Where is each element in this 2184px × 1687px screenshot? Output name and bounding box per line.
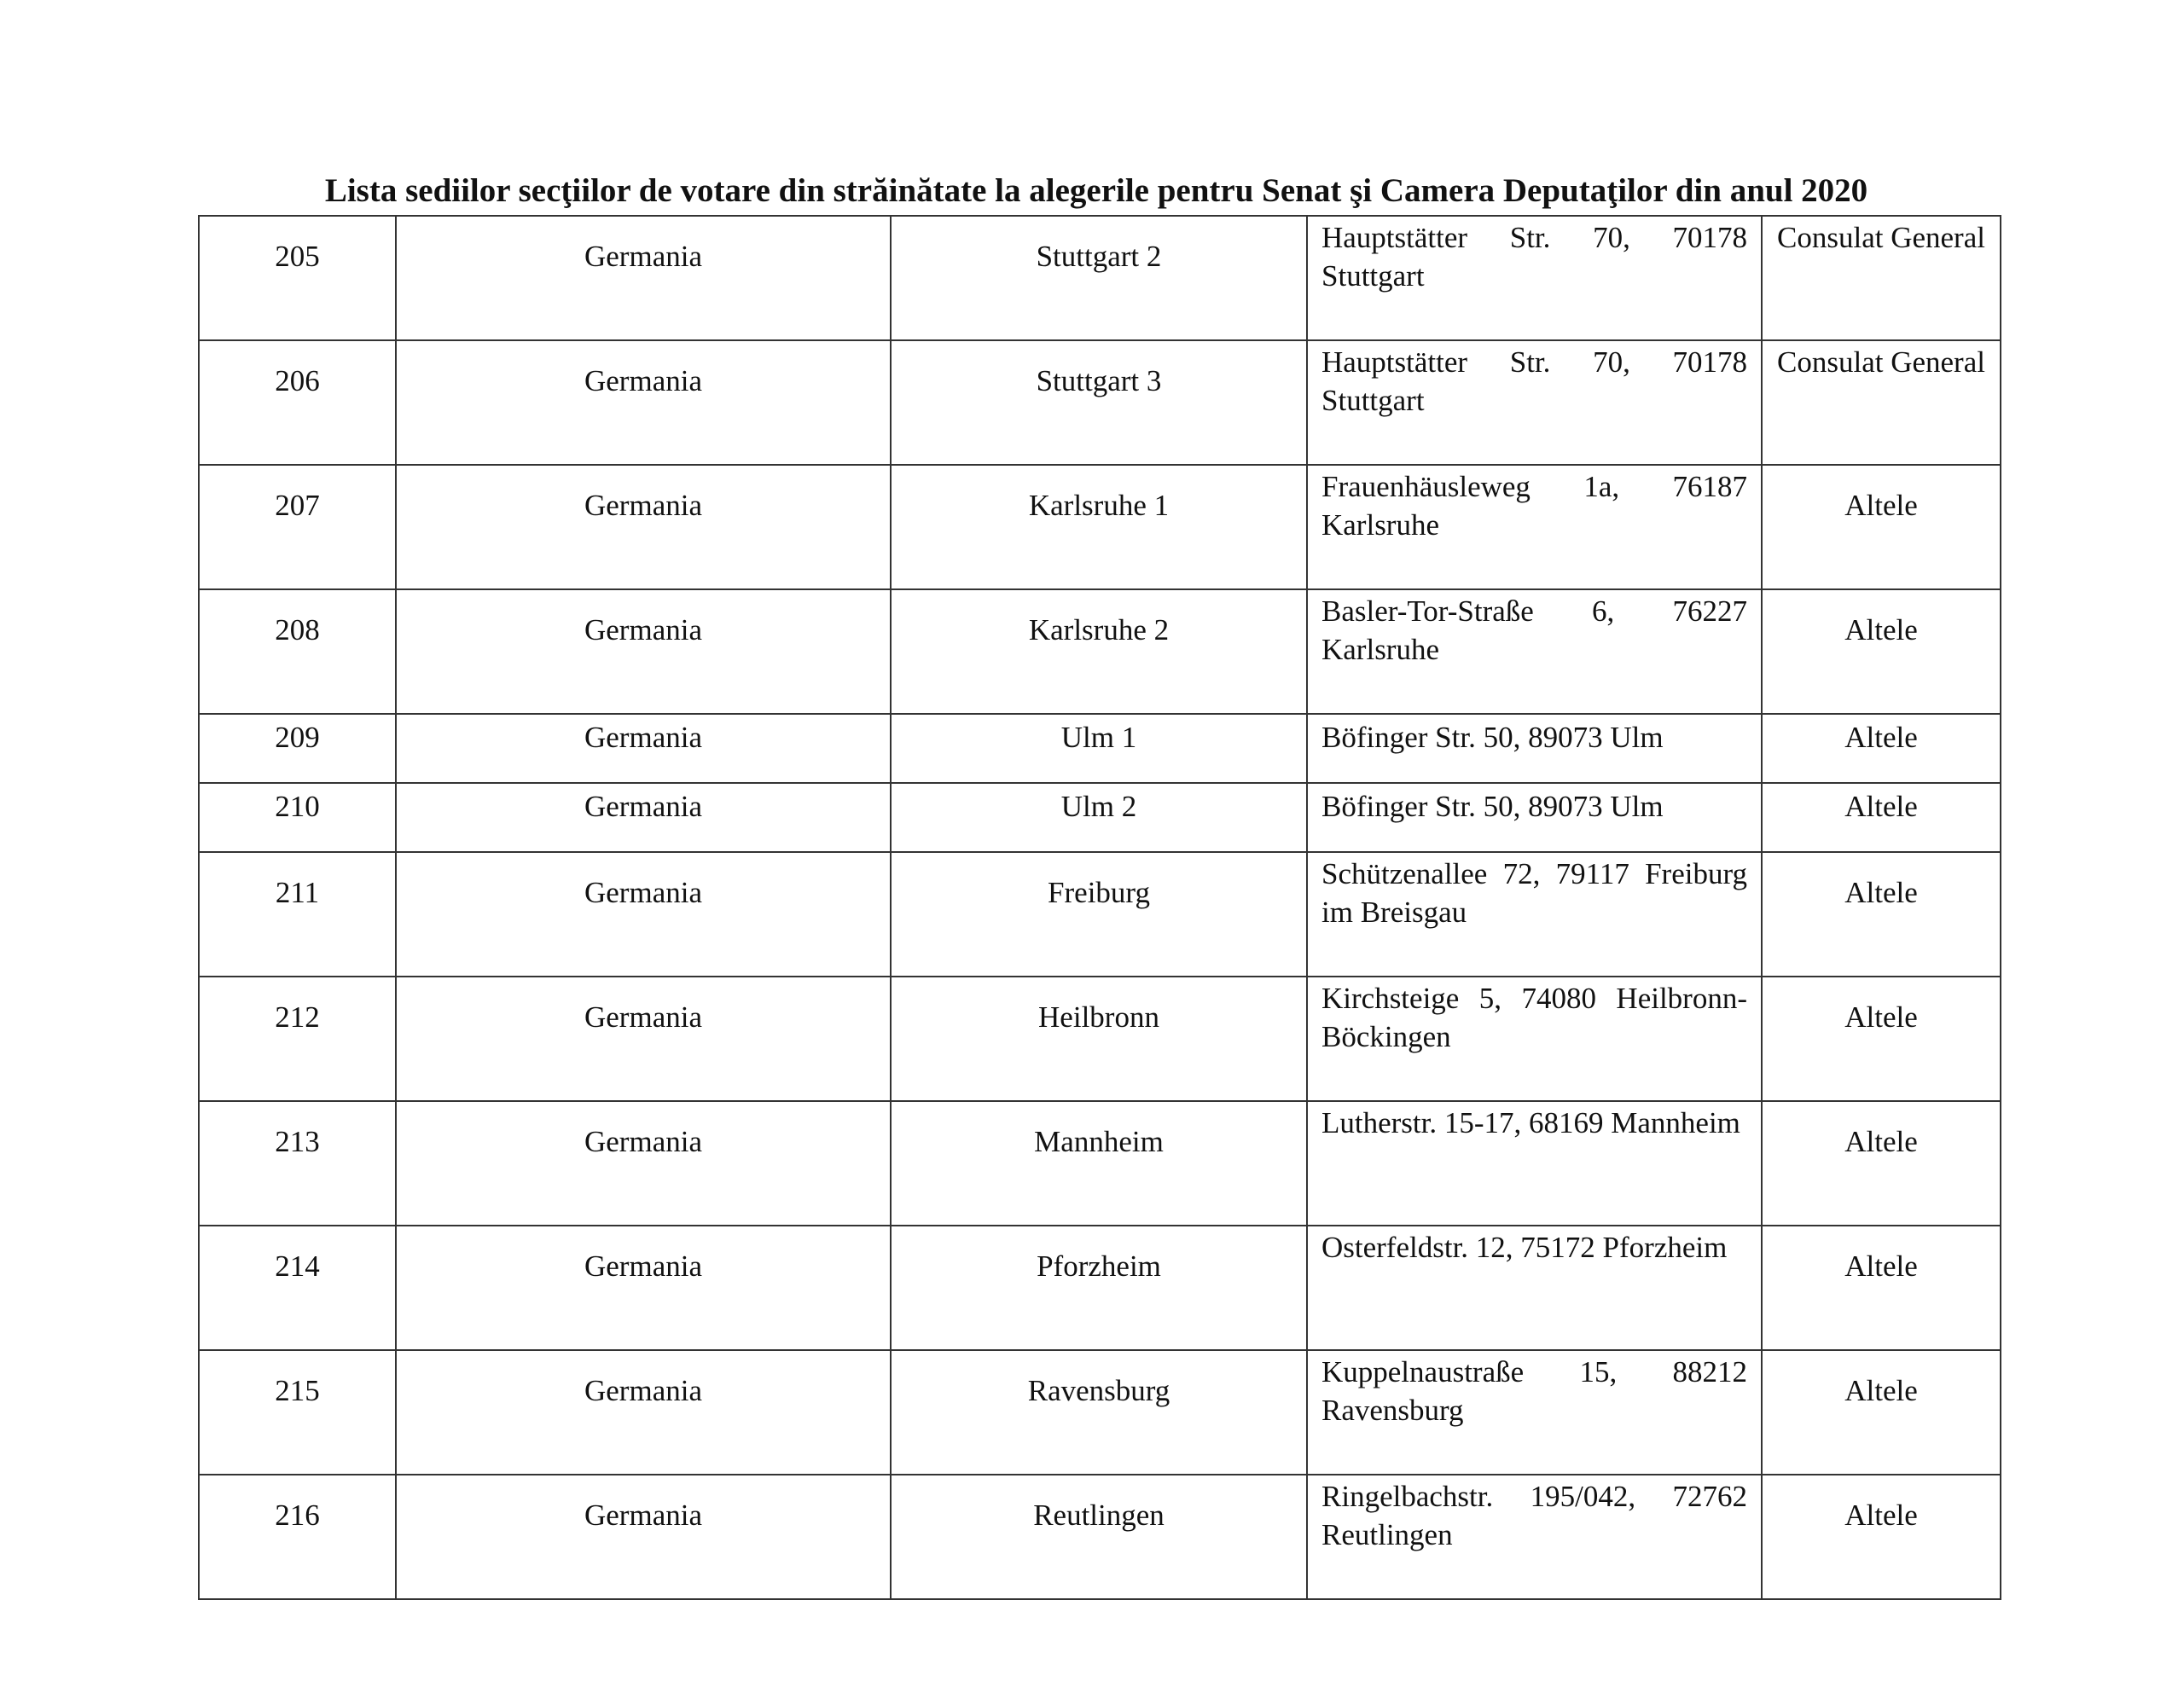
address-cell: Kirchsteige 5, 74080 Heilbronn-Böckingen: [1307, 977, 1762, 1101]
venue-type-cell: Altele: [1762, 977, 2001, 1101]
table-row: [199, 1226, 2001, 1350]
section-number-cell: 210: [199, 783, 396, 852]
locality-cell: Stuttgart 3: [891, 340, 1307, 465]
locality-cell: Ulm 2: [891, 783, 1307, 852]
address-cell: Ringelbachstr. 195/042, 72762 Reutlingen: [1307, 1475, 1762, 1599]
address-cell: Hauptstätter Str. 70, 70178 Stuttgart: [1307, 216, 1762, 340]
country-cell: Germania: [396, 977, 891, 1101]
venue-type-cell: Altele: [1762, 1226, 2001, 1350]
locality-cell: Reutlingen: [891, 1475, 1307, 1599]
address-cell: Basler-Tor-Straße 6, 76227 Karlsruhe: [1307, 589, 1762, 714]
section-number-cell: 211: [199, 852, 396, 977]
section-number-cell: 216: [199, 1475, 396, 1599]
locality-cell: Pforzheim: [891, 1226, 1307, 1350]
venue-type-cell: Altele: [1762, 589, 2001, 714]
section-number-cell: 208: [199, 589, 396, 714]
country-cell: Germania: [396, 589, 891, 714]
country-cell: Germania: [396, 714, 891, 783]
address-cell: Hauptstätter Str. 70, 70178 Stuttgart: [1307, 340, 1762, 465]
locality-cell: Karlsruhe 2: [891, 589, 1307, 714]
section-number-cell: 207: [199, 465, 396, 589]
venue-type-cell: Altele: [1762, 1101, 2001, 1226]
address-cell: Osterfeldstr. 12, 75172 Pforzheim: [1307, 1226, 1762, 1350]
locality-cell: Ulm 1: [891, 714, 1307, 783]
section-number-cell: 209: [199, 714, 396, 783]
table-row: [199, 1475, 2001, 1599]
table-row: [199, 852, 2001, 977]
table-row: [199, 589, 2001, 714]
country-cell: Germania: [396, 1226, 891, 1350]
locality-cell: Mannheim: [891, 1101, 1307, 1226]
locality-cell: Freiburg: [891, 852, 1307, 977]
venue-type-cell: Altele: [1762, 852, 2001, 977]
address-cell: Schützenallee 72, 79117 Freiburg im Breisgau: [1307, 852, 1762, 977]
locality-cell: Karlsruhe 1: [891, 465, 1307, 589]
section-number-cell: 214: [199, 1226, 396, 1350]
venue-type-cell: Altele: [1762, 783, 2001, 852]
address-cell: Frauenhäusleweg 1a, 76187 Karlsruhe: [1307, 465, 1762, 589]
table-row: [199, 714, 2001, 783]
address-cell: Kuppelnaustraße 15, 88212 Ravensburg: [1307, 1350, 1762, 1475]
section-number-cell: 205: [199, 216, 396, 340]
venue-type-cell: Altele: [1762, 1350, 2001, 1475]
address-cell: Böfinger Str. 50, 89073 Ulm: [1307, 714, 1762, 783]
venue-type-cell: Consulat General: [1762, 216, 2001, 340]
table-body: [199, 216, 2001, 1599]
table-row: [199, 1350, 2001, 1475]
locality-cell: Heilbronn: [891, 977, 1307, 1101]
venue-type-cell: Altele: [1762, 714, 2001, 783]
country-cell: Germania: [396, 1350, 891, 1475]
section-number-cell: 213: [199, 1101, 396, 1226]
table-row: [199, 783, 2001, 852]
country-cell: Germania: [396, 852, 891, 977]
section-number-cell: 206: [199, 340, 396, 465]
country-cell: Germania: [396, 216, 891, 340]
section-number-cell: 212: [199, 977, 396, 1101]
country-cell: Germania: [396, 340, 891, 465]
table-row: [199, 216, 2001, 340]
locality-cell: Ravensburg: [891, 1350, 1307, 1475]
venue-type-cell: Altele: [1762, 465, 2001, 589]
venue-type-cell: Consulat General: [1762, 340, 2001, 465]
table-row: [199, 340, 2001, 465]
address-cell: Böfinger Str. 50, 89073 Ulm: [1307, 783, 1762, 852]
country-cell: Germania: [396, 1101, 891, 1226]
section-number-cell: 215: [199, 1350, 396, 1475]
table-row: [199, 977, 2001, 1101]
polling-stations-table: [198, 215, 2001, 1600]
venue-type-cell: Altele: [1762, 1475, 2001, 1599]
address-cell: Lutherstr. 15-17, 68169 Mannheim: [1307, 1101, 1762, 1226]
locality-cell: Stuttgart 2: [891, 216, 1307, 340]
table-row: [199, 465, 2001, 589]
country-cell: Germania: [396, 783, 891, 852]
table-row: [199, 1101, 2001, 1226]
country-cell: Germania: [396, 1475, 891, 1599]
country-cell: Germania: [396, 465, 891, 589]
page-title: Lista sediilor secţiilor de votare din străinătate la alegerile pentru Senat şi Camera Deputaţilor din anul 2020: [324, 172, 1868, 209]
